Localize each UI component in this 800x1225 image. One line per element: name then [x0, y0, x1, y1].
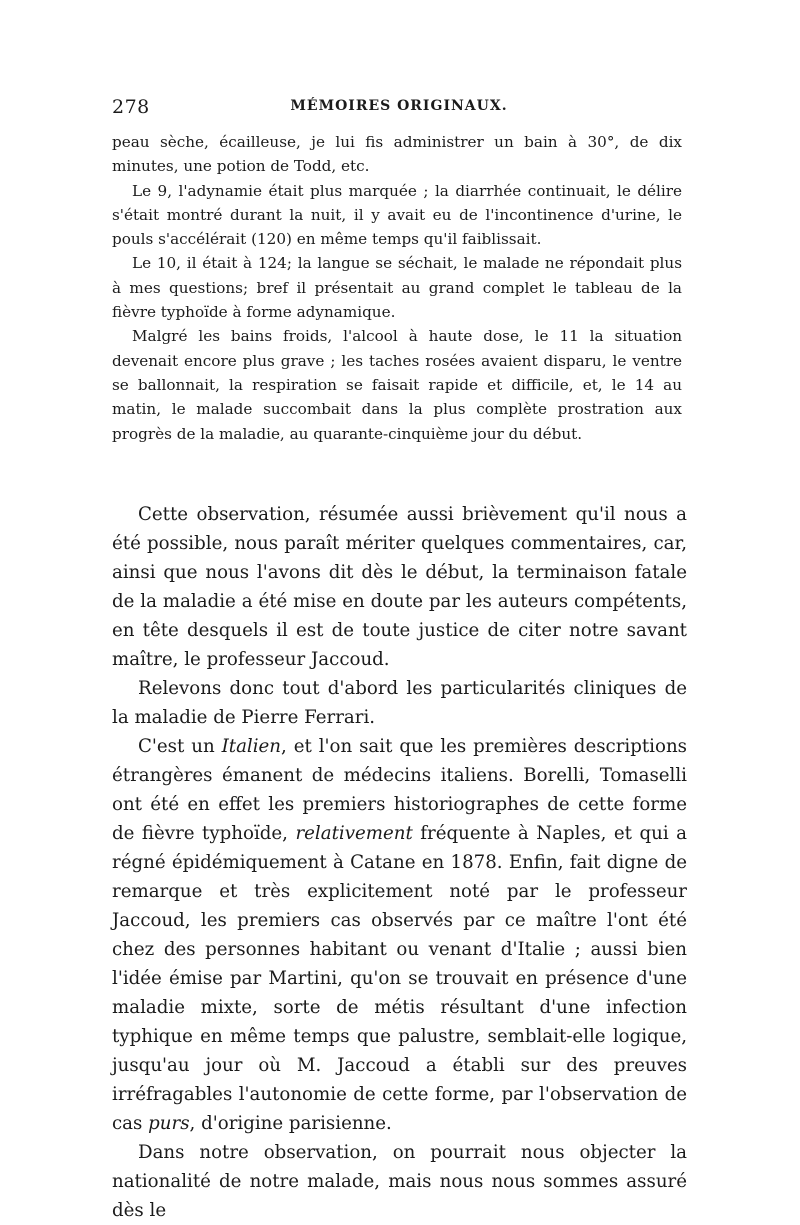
text-run: , d'origine parisienne.	[189, 1113, 392, 1134]
italic-run: Italien	[221, 736, 282, 757]
running-title: MÉMOIRES ORIGINAUX.	[290, 98, 508, 114]
commentary-paragraph: Dans notre observation, on pourrait nous objecter la nationalité de notre malade, mais nous nous sommes assuré dès le	[112, 1142, 687, 1221]
commentary-block	[112, 500, 687, 1225]
running-head	[112, 96, 686, 122]
case-report-block	[112, 130, 682, 446]
commentary-paragraph: Cette observation, résumée aussi brièvement qu'il nous a été possible, nous paraît mériter quelques commentaires, car, ainsi que nous l'avons dit dès le début, la terminaison fatale de la maladie a été mise en doute par les auteurs compétents, en tête desquels il est de toute justice de citer notre savant maître, le professeur Jaccoud.	[112, 504, 687, 670]
page-number: 278	[112, 96, 150, 118]
case-report-paragraph: peau sèche, écailleuse, je lui fis administrer un bain à 30°, de dix minutes, une potion de Todd, etc.	[112, 133, 682, 176]
case-report-paragraph: Le 10, il était à 124; la langue se séchait, le malade ne répondait plus à mes questions; bref il présentait au grand complet le tableau de la fièvre typhoïde à forme adynamique.	[112, 254, 682, 322]
italic-run: relativement	[295, 823, 413, 844]
case-report-paragraph: Le 9, l'adynamie était plus marquée ; la diarrhée continuait, le délire s'était montré durant la nuit, il y avait eu de l'incontinence d'urine, le pouls s'accélérait (120) en même temps qu'il faiblissait.	[112, 181, 682, 249]
commentary-paragraph	[112, 732, 687, 1138]
case-report-paragraph: Malgré les bains froids, l'alcool à haute dose, le 11 la situation devenait encore plus grave ; les taches rosées avaient disparu, le ventre se ballonnait, la respiration se faisait rapide et difficile, et, le 14 au matin, le malade succombait dans la plus complète prostration aux progrès de la maladie, au quarante-cinquième jour du début.	[112, 327, 682, 443]
text-run: , et l'on sait que les premières descriptions étrangères émanent de médecins italiens. Borelli, Tomaselli ont été en effet les premiers historiographes de cette forme de fièvre typhoïde,	[112, 736, 687, 844]
commentary-paragraph: Relevons donc tout d'abord les particularités cliniques de la maladie de Pierre Ferrari.	[112, 678, 687, 728]
text-run: fréquente à Naples, et qui a régné épidémiquement à Catane en 1878. Enfin, fait digne de remarque et très explicitement noté par le professeur Jaccoud, les premiers cas observés par ce maître l'ont été chez des personnes habitant ou venant d'Italie ; aussi bien l'idée émise par Martini, qu'on se trouvait en présence d'une maladie mixte, sorte de métis résultant d'une infection typhique en même temps que palustre, semblait-elle logique, jusqu'au jour où M. Jaccoud a établi sur des preuves irréfragables l'autonomie de cette forme, par l'observation de cas	[112, 823, 687, 1134]
text-run: C'est un	[138, 736, 222, 757]
italic-run: purs	[148, 1113, 190, 1134]
